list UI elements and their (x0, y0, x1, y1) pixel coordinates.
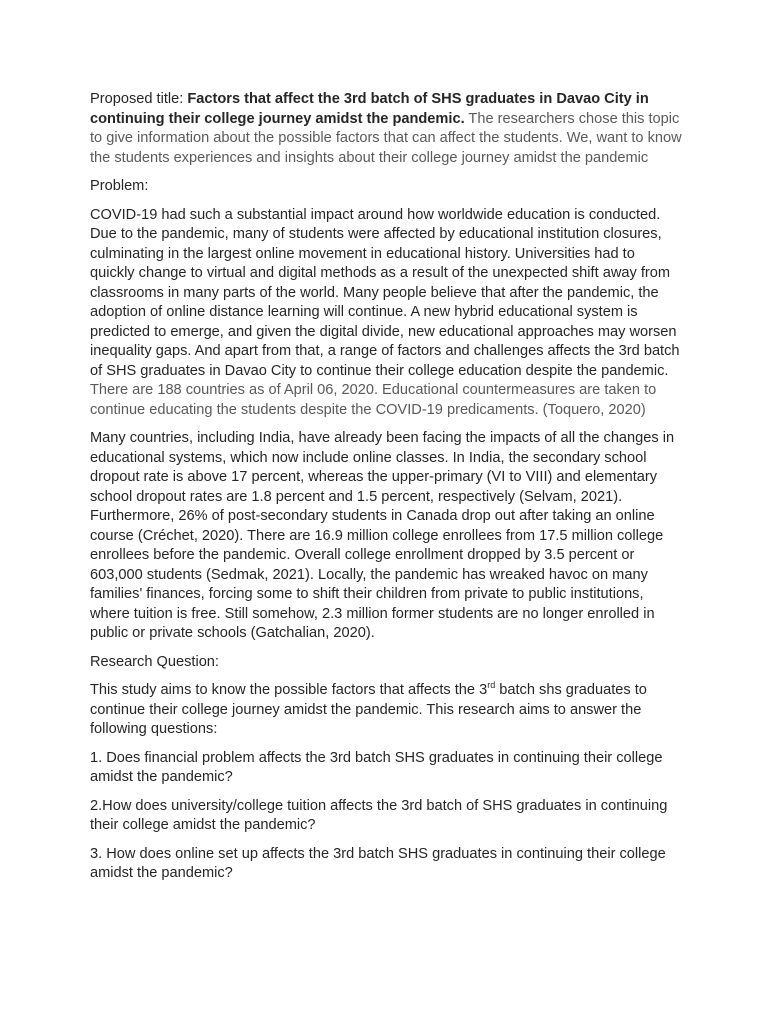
intro-paragraph (90, 90, 682, 168)
proposed-title-label: Proposed title: (90, 91, 188, 107)
proposed-title: Factors that affect the 3rd batch of SHS graduates in Davao City in continuing their college journey amidst the pandemic. (90, 91, 649, 127)
problem-heading: Problem: (90, 178, 149, 194)
rq-intro-end: batch shs graduates to continue their college journey amidst the pandemic. This research aims to answer the following questions: (90, 682, 647, 737)
problem-paragraph-1-citation: There are 188 countries as of April 06, 2020. Educational countermeasures are taken to continue educating the students despite the COVID-19 predicaments. (Toquero, 2020) (90, 382, 657, 418)
document-page (90, 90, 682, 893)
question-3: 3. How does online set up affects the 3rd batch SHS graduates in continuing their college amidst the pandemic? (90, 845, 666, 881)
research-question-intro (90, 681, 682, 740)
question-2: 2.How does university/college tuition affects the 3rd batch of SHS graduates in continuing their college amidst the pandemic? (90, 797, 668, 833)
rq-intro-start: This study aims to know the possible factors that affects the 3 (90, 682, 488, 698)
problem-paragraph-2: Many countries, including India, have already been facing the impacts of all the changes in educational systems, which now include online classes. In India, the secondary school dropout rate is above 17 percent, whereas the upper-primary (VI to VIII) and elementary school dropout rates are 1.8 percent and 1.5 percent, respectively (Selvam, 2021). Furthermore, 26% of post-secondary students in Canada drop out after taking an online course (Créchet, 2020). There are 16.9 million college enrollees from 17.5 million college enrollees before the pandemic. Overall college enrollment dropped by 3.5 percent or 603,000 students (Sedmak, 2021). Locally, the pandemic has wreaked havoc on many families' finances, forcing some to shift their children from private to public institutions, where tuition is free. Still somehow, 2.3 million former students are no longer enrolled in public or private schools (Gatchalian, 2020). (90, 430, 675, 641)
question-1: 1. Does financial problem affects the 3rd batch SHS graduates in continuing their college amidst the pandemic? (90, 749, 663, 785)
intro-body: The researchers chose this topic to give information about the possible factors that can affect the students. We, want to know the students experiences and insights about their college journey amidst the pandemic (90, 110, 682, 166)
problem-paragraph-1-main: COVID-19 had such a substantial impact around how worldwide education is conducted. Due to the pandemic, many of students were affected by educational institution closures, culminating in the largest online movement in educational history. Universities had to quickly change to virtual and digital methods as a result of the unexpected shift away from classrooms in many parts of the world. Many people believe that after the pandemic, the adoption of online distance learning will continue. A new hybrid educational system is predicted to emerge, and given the digital divide, new educational approaches may worsen inequality gaps. And apart from that, a range of factors and challenges affects the 3rd batch of SHS graduates in Davao City to continue their college education despite the pandemic. (90, 206, 680, 379)
problem-paragraph-1 (90, 206, 682, 421)
rq-intro-superscript: rd (487, 680, 496, 691)
research-question-heading: Research Question: (90, 653, 219, 670)
